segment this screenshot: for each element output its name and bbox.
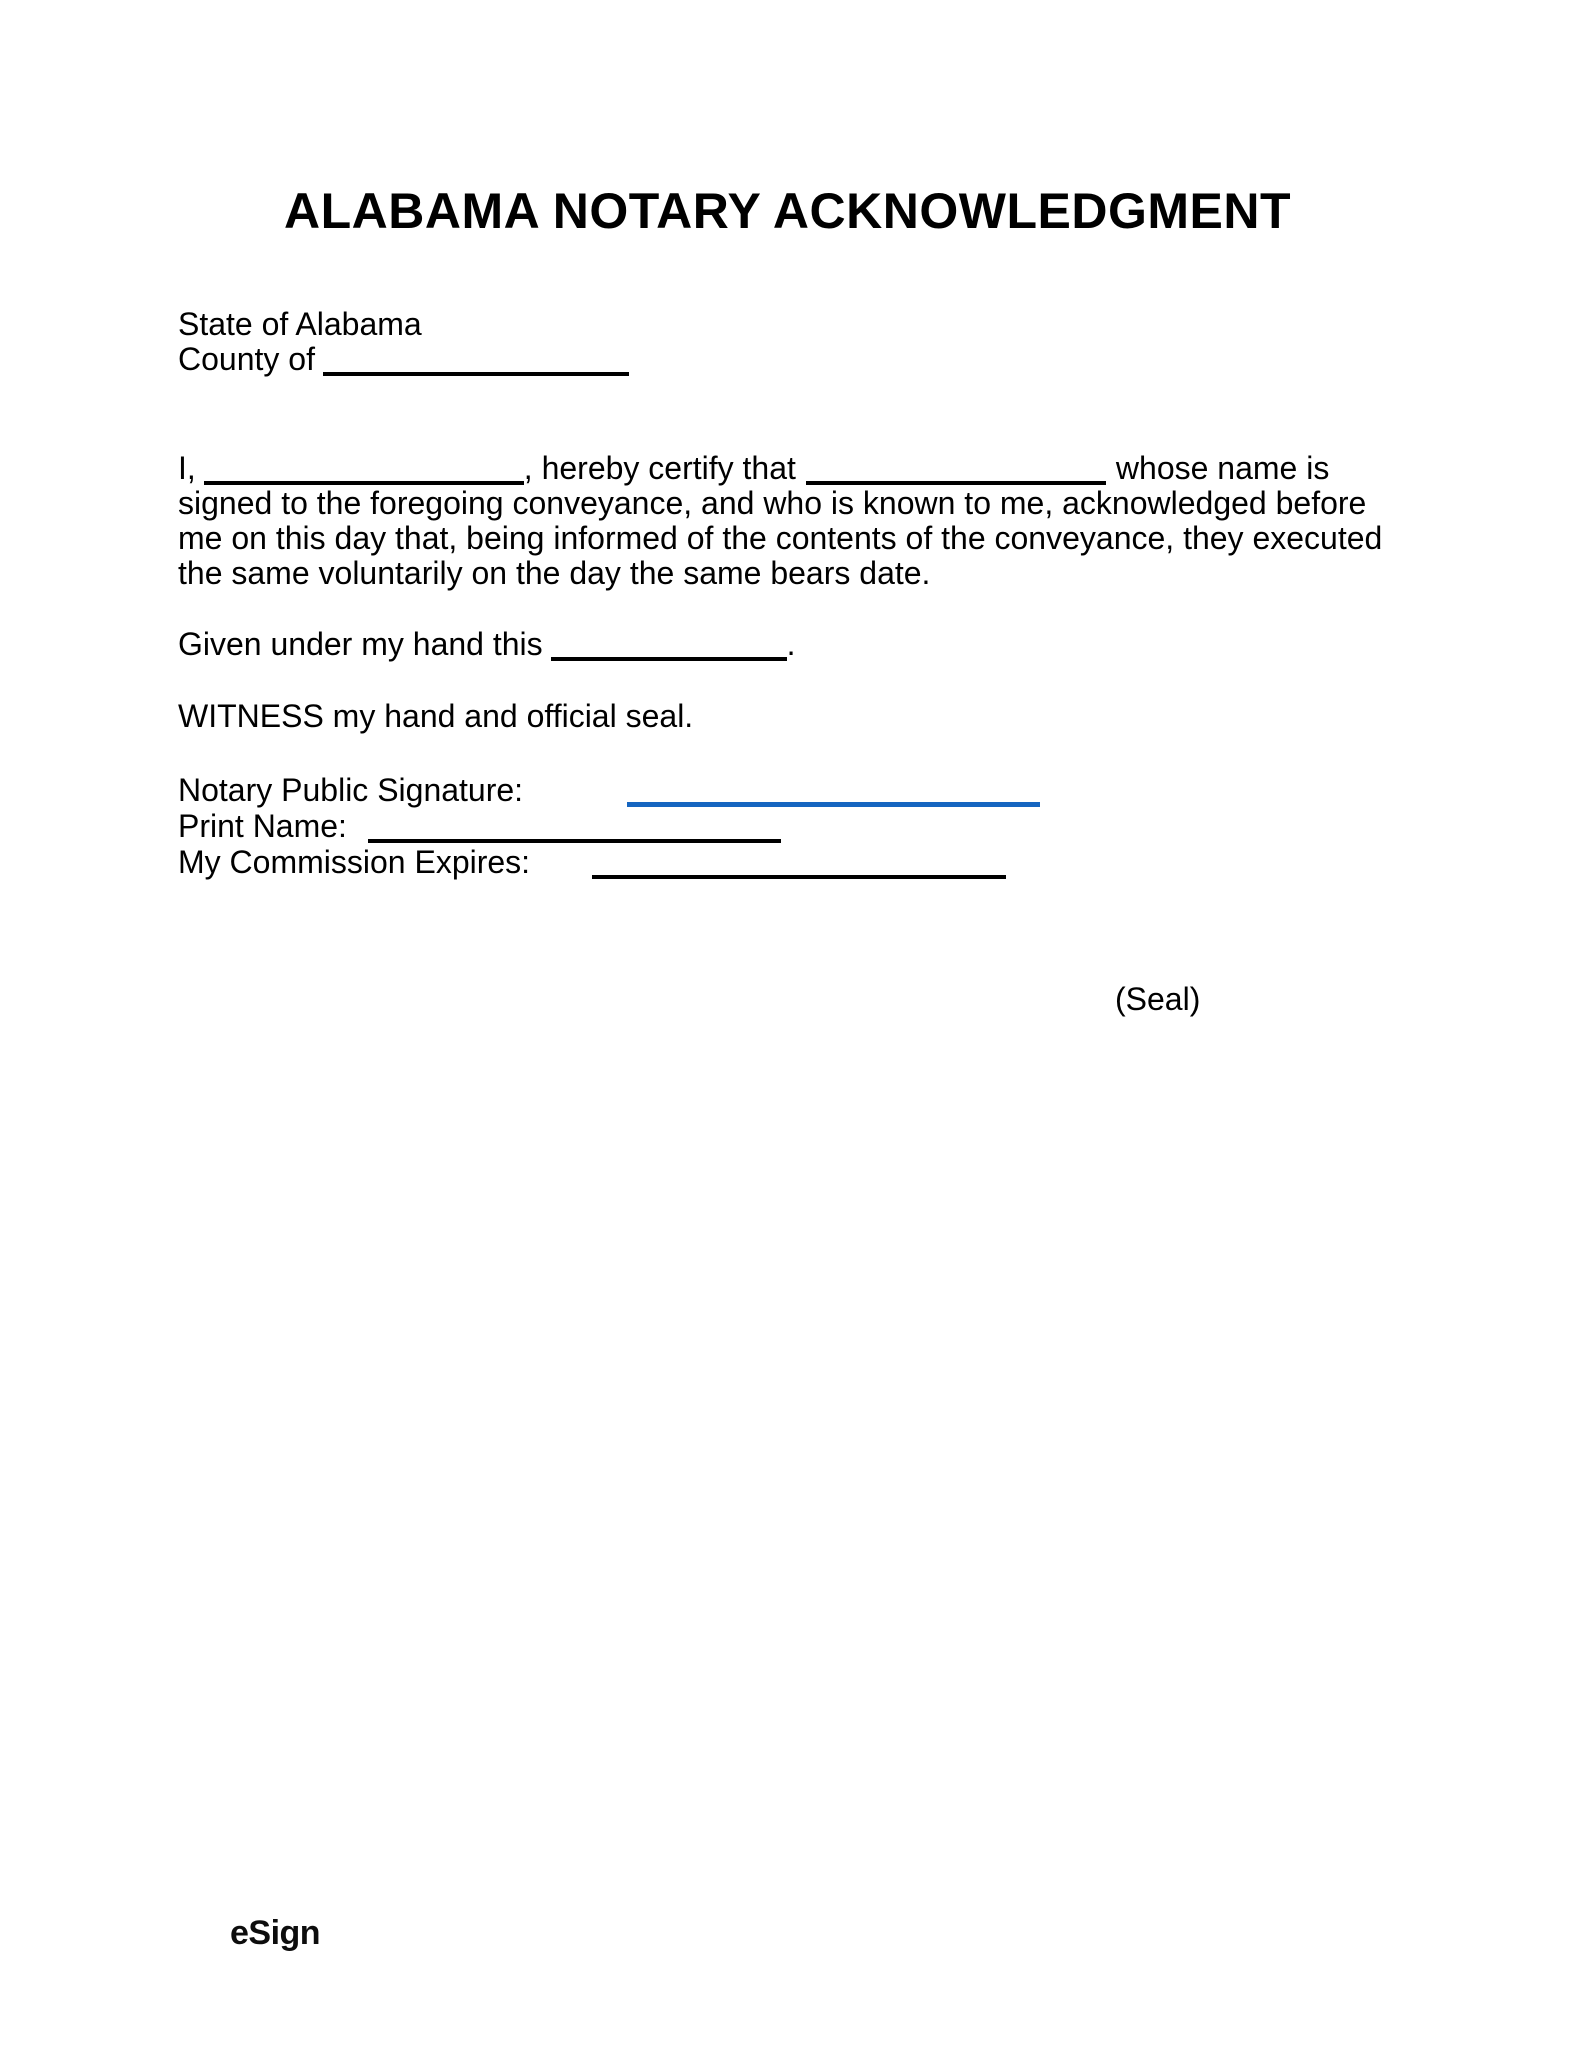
page-title: ALABAMA NOTARY ACKNOWLEDGMENT [283,183,1291,239]
signer-name-fill-line[interactable] [806,481,1106,485]
paragraph-line-3 [178,521,1382,556]
commission-expires-row [178,844,1040,880]
certify-text: , hereby certify that [523,450,796,486]
county-line [178,342,629,377]
paragraph-line-3-text: me on this day that, being informed of the contents of the conveyance, they executed [178,520,1383,556]
paragraph-line-2 [178,486,1382,521]
seal-placeholder: (Seal) [1115,981,1201,1017]
esign-logo: eSign [230,1914,321,1952]
given-date-prefix: Given under my hand this [178,626,543,662]
jurisdiction-block [178,307,629,377]
notary-name-fill-line[interactable] [204,481,524,485]
print-name-fill-line[interactable] [368,839,781,843]
witness-line: WITNESS my hand and official seal. [178,698,694,734]
paragraph-line-4-text: the same voluntarily on the day the same bears date. [178,555,931,591]
county-label: County of [178,341,315,377]
paragraph-line-2-text: signed to the foregoing conveyance, and who is known to me, acknowledged before [178,485,1367,521]
commission-expires-label: My Commission Expires: [178,844,531,880]
notary-signature-label: Notary Public Signature: [178,772,524,808]
given-date-period: . [786,626,796,662]
paragraph-line-4 [178,556,1382,591]
whose-name-text: whose name is [1115,450,1330,486]
notary-name-prefix: I, [178,450,196,486]
acknowledgment-paragraph [178,451,1382,591]
commission-expires-fill-line[interactable] [592,875,1006,879]
paragraph-line-1 [178,451,1382,486]
date-fill-line[interactable] [551,657,787,661]
signature-block [178,772,1040,880]
county-fill-line[interactable] [323,372,629,376]
state-line: State of Alabama [178,306,422,342]
print-name-label: Print Name: [178,808,347,844]
given-date-line [178,627,796,662]
notary-signature-fill-line[interactable] [627,802,1040,807]
notary-signature-row [178,772,1040,808]
print-name-row [178,808,1040,844]
